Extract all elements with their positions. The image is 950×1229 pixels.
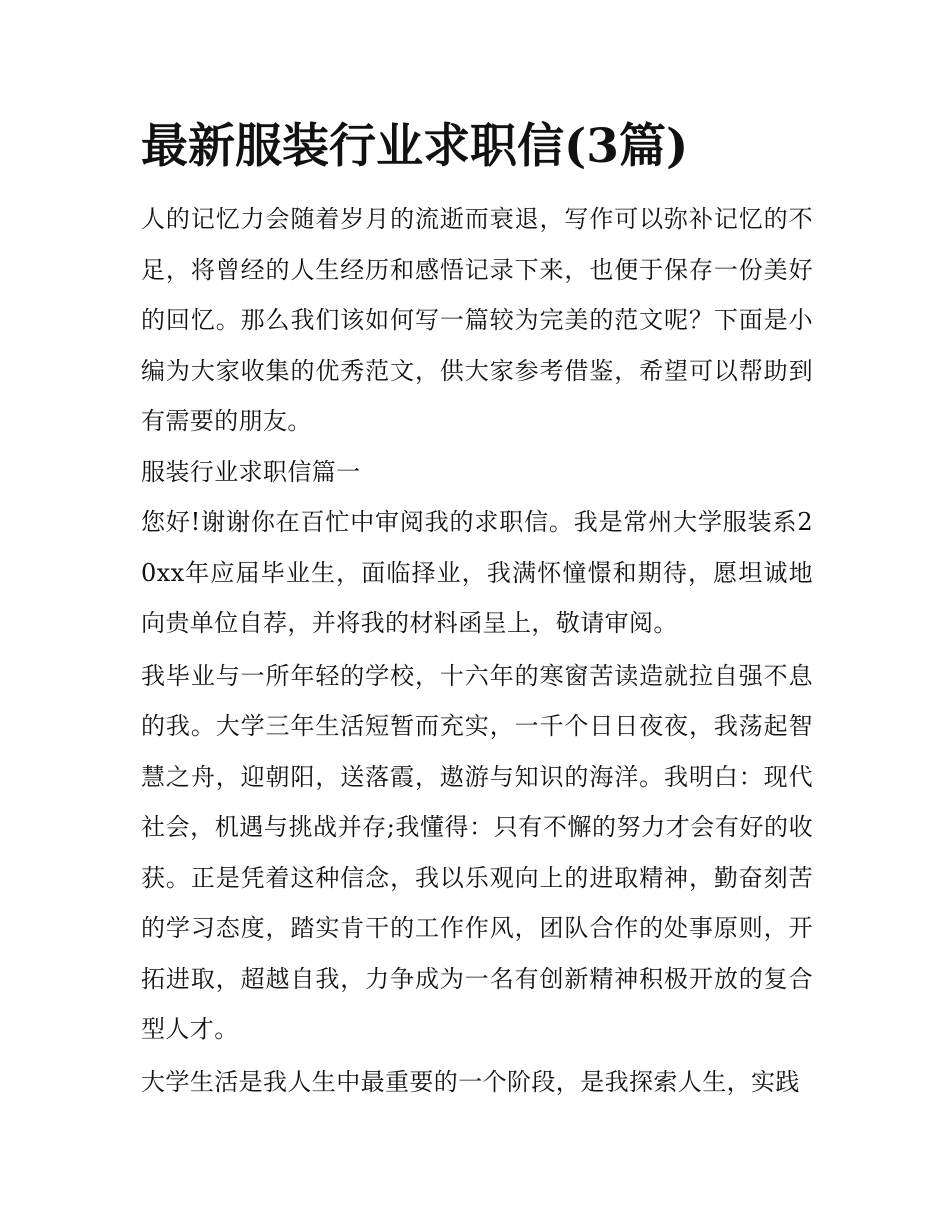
document-page [141,112,813,1107]
section-heading: 服装行业求职信篇一 [141,457,361,486]
body-paragraph-2: 我毕业与一所年轻的学校，十六年的寒窗苦读造就拉自强不息的我。大学三年生活短暂而充实，一千个日日夜夜，我荡起智慧之舟，迎朝阳，送落霞，遨游与知识的海洋。我明白：现代社会，机遇与挑战并存;我懂得：只有不懈的努力才会有好的收获。正是凭着这种信念，我以乐观向上的进取精神，勤奋刻苦的学习态度，踏实肯干的工作作风，团队合作的处事原则，开拓进取，超越自我，力争成为一名有创新精神积极开放的复合型人才。 [141,661,813,1043]
intro-paragraph: 人的记忆力会随着岁月的流逝而衰退，写作可以弥补记忆的不足，将曾经的人生经历和感悟记录下来，也便于保存一份美好的回忆。那么我们该如何写一篇较为完美的范文呢？下面是小编为大家收集的优秀范文，供大家参考借鉴，希望可以帮助到有需要的朋友。 [141,205,813,435]
body-paragraph-3: 大学生活是我人生中最重要的一个阶段，是我探索人生，实践 [141,1067,800,1096]
body-paragraph-1: 您好!谢谢你在百忙中审阅我的求职信。我是常州大学服装系20xx年应届毕业生，面临择业，我满怀憧憬和期待，愿坦诚地向贵单位自荐，并将我的材料函呈上，敬请审阅。 [141,508,813,637]
document-title: 最新服装行业求职信(3篇) [141,119,689,174]
